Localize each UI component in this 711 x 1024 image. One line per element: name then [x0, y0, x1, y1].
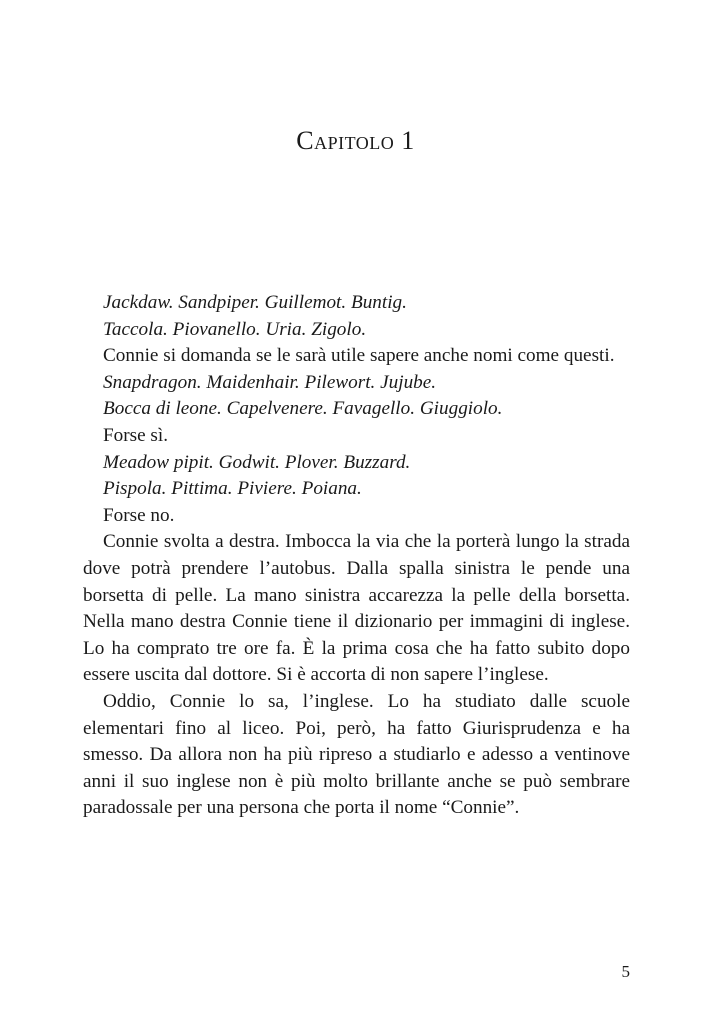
paragraph: Forse no.	[103, 504, 175, 526]
chapter-title: Capitolo 1	[296, 126, 415, 155]
body-text	[83, 290, 630, 822]
paragraph: Bocca di leone. Capelvenere. Favagello. Giuggiolo.	[103, 398, 503, 420]
paragraph: Oddio, Connie lo sa, l’inglese. Lo ha studiato dalle scuole elementari fino al liceo. Poi, però, ha fatto Giurisprudenza e ha smesso. Da allora non ha più ripreso a studiarlo e adesso a ventinove anni il suo inglese non è più molto brillante anche se può sembrare paradossale per una persona che porta il nome “Connie”.	[83, 690, 630, 819]
paragraph: Jackdaw. Sandpiper. Guillemot. Buntig.	[103, 292, 407, 313]
paragraph: Forse sì.	[103, 424, 169, 446]
paragraph: Connie si domanda se le sarà utile sapere anche nomi come questi.	[103, 345, 615, 367]
paragraph: Taccola. Piovanello. Uria. Zigolo.	[103, 318, 367, 340]
page-number: 5	[621, 962, 630, 981]
paragraph: Meadow pipit. Godwit. Plover. Buzzard.	[103, 451, 411, 473]
paragraph: Pispola. Pittima. Piviere. Poiana.	[103, 478, 362, 500]
paragraph: Connie svolta a destra. Imbocca la via che la porterà lungo la strada dove potrà prendere l’autobus. Dalla spalla sinistra le pende una borsetta di pelle. La mano sinistra accarezza la pelle della borsetta. Nella mano destra Connie tiene il dizionario per immagini di inglese. Lo ha comprato tre ore fa. È la prima cosa che ha fatto subito dopo essere uscita dal dottore. Si è accorta di non sapere l’inglese.	[83, 531, 630, 686]
paragraph: Snapdragon. Maidenhair. Pilewort. Jujube.	[103, 371, 437, 393]
